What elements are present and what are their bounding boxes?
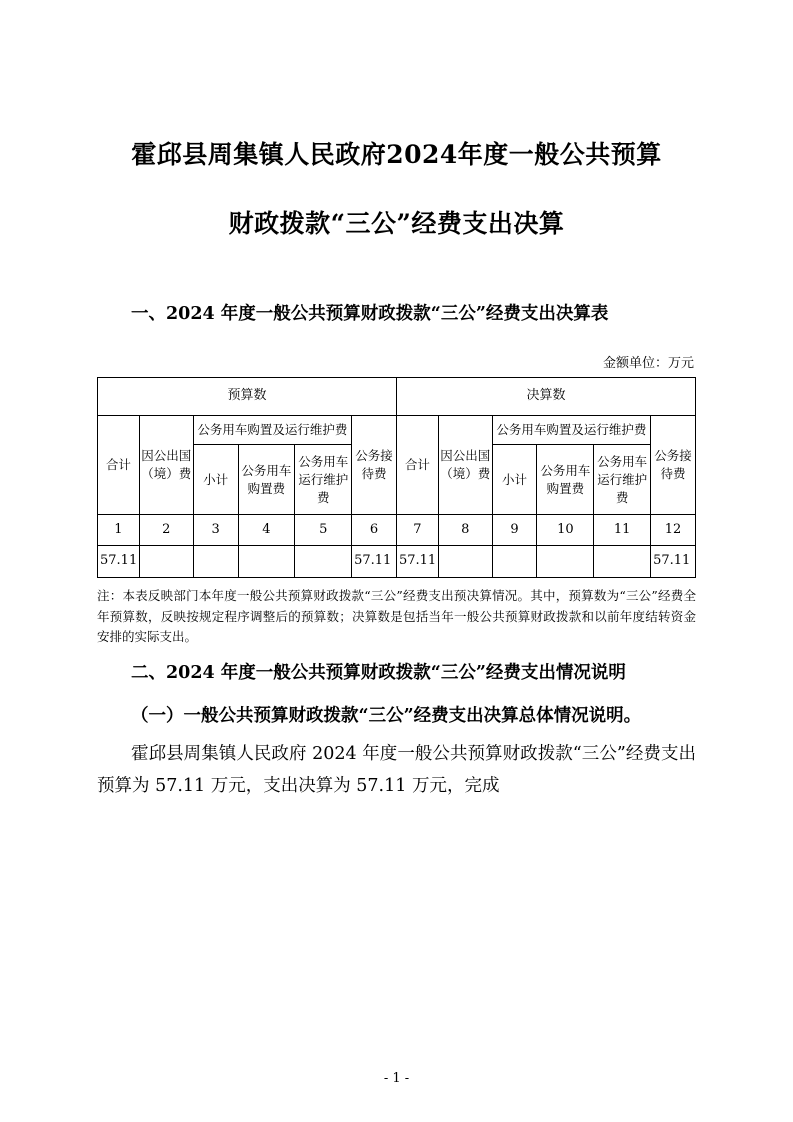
value-cell: 57.11	[396, 546, 438, 578]
section-1-heading	[97, 298, 696, 330]
col-header-final-vehicle-sub: 小计	[492, 445, 537, 515]
col-header-budget-vehicle-sub: 小计	[193, 445, 238, 515]
col-header-budget-vehicle-purchase: 公务用车购置费	[238, 445, 295, 515]
table-row	[98, 515, 696, 546]
group-header-budget: 预算数	[98, 378, 397, 416]
col-header-budget-vehicle-group: 公务用车购置及运行维护费	[193, 416, 351, 445]
col-header-final-vehicle-purchase: 公务用车购置费	[537, 445, 594, 515]
col-header-final-vehicle-maintain: 公务用车运行维护费	[594, 445, 651, 515]
column-number-cell: 6	[352, 515, 397, 546]
col-header-budget-vehicle-maintain: 公务用车运行维护费	[295, 445, 352, 515]
column-number-cell: 3	[193, 515, 238, 546]
col-header-final-total: 合计	[396, 416, 438, 515]
col-header-budget-reception: 公务接待费	[352, 416, 397, 515]
value-cell: 57.11	[352, 546, 397, 578]
column-number-cell: 2	[139, 515, 193, 546]
amount-unit-label: 金额单位：万元	[602, 356, 694, 372]
title-line-1: 霍邱县周集镇人民政府2024年度一般公共预算	[131, 140, 662, 169]
value-cell	[537, 546, 594, 578]
subsection-heading-text: （一）一般公共预算财政拨款“三公”经费支出决算总体情况说明。	[131, 705, 642, 726]
col-header-budget-total: 合计	[98, 416, 140, 515]
value-cell	[438, 546, 492, 578]
column-number-cell: 12	[651, 515, 696, 546]
value-cell	[295, 546, 352, 578]
page-footer-number: - 1 -	[383, 1071, 410, 1086]
body-paragraph-1	[97, 738, 696, 803]
col-header-final-vehicle-group: 公务用车购置及运行维护费	[492, 416, 650, 445]
column-number-cell: 5	[295, 515, 352, 546]
section-2-heading-text: 二、2024 年度一般公共预算财政拨款“三公”经费支出情况说明	[131, 663, 626, 684]
column-number-cell: 8	[438, 515, 492, 546]
table-subheader-row-1	[98, 416, 696, 445]
table-group-header-row	[98, 378, 696, 416]
section-1-heading-text: 一、2024 年度一般公共预算财政拨款“三公”经费支出决算表	[131, 304, 609, 324]
col-header-budget-abroad: 因公出国（境）费	[139, 416, 193, 515]
value-cell: 57.11	[651, 546, 696, 578]
body-paragraph-1-text: 霍邱县周集镇人民政府 2024 年度一般公共预算财政拨款“三公”经费支出预算为 57.11 万元，支出决算为 57.11 万元，完成	[97, 743, 696, 797]
column-number-cell: 10	[537, 515, 594, 546]
section-2-heading	[97, 657, 696, 689]
column-number-cell: 1	[98, 515, 140, 546]
table-row	[98, 546, 696, 578]
value-cell	[594, 546, 651, 578]
value-cell	[193, 546, 238, 578]
value-cell	[139, 546, 193, 578]
value-cell	[238, 546, 295, 578]
title-line-2: 财政拨款“三公”经费支出决算	[228, 209, 565, 238]
col-header-final-abroad: 因公出国（境）费	[438, 416, 492, 515]
value-cell: 57.11	[98, 546, 140, 578]
three-public-expenses-table	[97, 377, 696, 578]
page-title	[97, 142, 696, 236]
column-number-cell: 9	[492, 515, 537, 546]
value-cell	[492, 546, 537, 578]
subsection-heading	[97, 700, 696, 732]
table-note: 注：本表反映部门本年度一般公共预算财政拨款“三公”经费支出预决算情况。其中，预算数为“三公”经费全年预算数，反映按规定程序调整后的预算数；决算数是包括当年一般公共预算财政拨款和以前年度结转资金安排的实际支出。	[97, 588, 696, 644]
column-number-cell: 7	[396, 515, 438, 546]
column-number-cell: 4	[238, 515, 295, 546]
col-header-final-reception: 公务接待费	[651, 416, 696, 515]
group-header-final: 决算数	[396, 378, 695, 416]
column-number-cell: 11	[594, 515, 651, 546]
